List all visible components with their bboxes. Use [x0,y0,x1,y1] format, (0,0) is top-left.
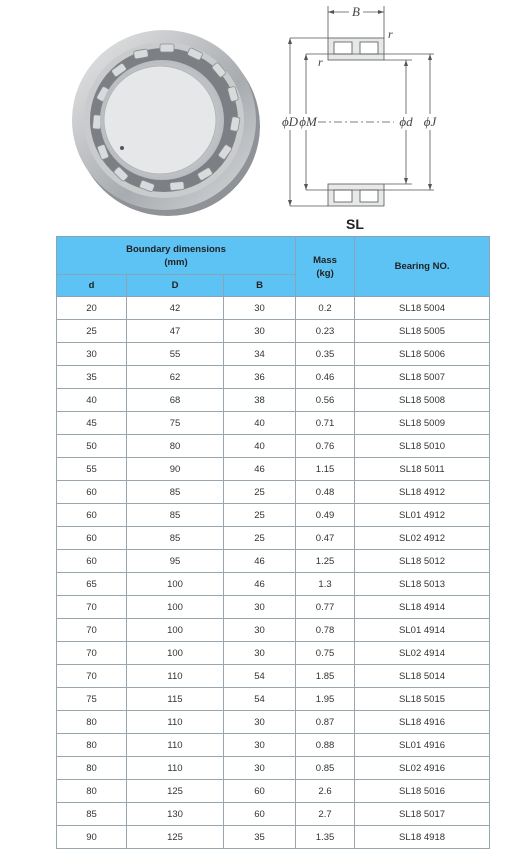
table-row [57,504,490,527]
table-row [57,389,490,412]
cell-bearing-no: SL18 5010 [355,435,490,458]
cell-b: 35 [224,826,296,849]
label-chamfer-outer: r [388,27,393,41]
product-figure [0,0,515,236]
cell-mass: 0.75 [296,642,355,665]
cell-mass: 0.49 [296,504,355,527]
table-row [57,734,490,757]
cell-d: 80 [57,734,127,757]
table-row [57,642,490,665]
cell-b: 46 [224,573,296,596]
table-row [57,573,490,596]
cell-bearing-no: SL01 4916 [355,734,490,757]
table-row [57,550,490,573]
table-row [57,757,490,780]
cell-d: 80 [57,780,127,803]
table-row [57,297,490,320]
cell-b: 30 [224,757,296,780]
cell-bearing-no: SL02 4912 [355,527,490,550]
cell-b: 54 [224,665,296,688]
cell-mass: 2.7 [296,803,355,826]
cell-outer-d: 85 [127,481,224,504]
table-row [57,665,490,688]
cell-bearing-no: SL01 4912 [355,504,490,527]
cell-bearing-no: SL01 4914 [355,619,490,642]
cell-bearing-no: SL18 5011 [355,458,490,481]
cell-bearing-no: SL18 5005 [355,320,490,343]
cell-d: 70 [57,665,127,688]
cell-outer-d: 85 [127,504,224,527]
cell-mass: 1.95 [296,688,355,711]
cell-bearing-no: SL18 5008 [355,389,490,412]
cell-bearing-no: SL18 4918 [355,826,490,849]
specification-table [56,236,490,849]
cell-d: 50 [57,435,127,458]
header-mass-unit: (kg) [316,267,334,279]
cell-mass: 0.77 [296,596,355,619]
cell-mass: 0.2 [296,297,355,320]
label-outer-diameter: ϕD [281,114,299,129]
cell-bearing-no: SL18 5017 [355,803,490,826]
table-row [57,803,490,826]
cell-outer-d: 90 [127,458,224,481]
cell-mass: 1.85 [296,665,355,688]
cell-d: 20 [57,297,127,320]
cell-d: 80 [57,711,127,734]
cell-outer-d: 68 [127,389,224,412]
header-boundary-unit: (mm) [164,256,188,268]
cell-outer-d: 80 [127,435,224,458]
cell-bearing-no: SL18 4914 [355,596,490,619]
cell-mass: 0.48 [296,481,355,504]
cell-mass: 1.35 [296,826,355,849]
table-row [57,343,490,366]
cell-d: 35 [57,366,127,389]
cell-d: 45 [57,412,127,435]
cell-mass: 0.35 [296,343,355,366]
cell-outer-d: 85 [127,527,224,550]
cell-bearing-no: SL18 5007 [355,366,490,389]
table-header-row [57,237,490,275]
cell-outer-d: 100 [127,642,224,665]
cell-mass: 0.85 [296,757,355,780]
cell-mass: 0.23 [296,320,355,343]
cell-outer-d: 42 [127,297,224,320]
cross-section-drawing [268,0,498,216]
cell-b: 54 [224,688,296,711]
cell-bearing-no: SL02 4916 [355,757,490,780]
cell-d: 70 [57,619,127,642]
cell-d: 65 [57,573,127,596]
cell-outer-d: 115 [127,688,224,711]
table-row [57,826,490,849]
cell-mass: 0.56 [296,389,355,412]
cell-b: 46 [224,550,296,573]
cell-outer-d: 95 [127,550,224,573]
label-chamfer-inner: r [318,55,323,69]
cell-b: 25 [224,527,296,550]
table-row [57,320,490,343]
header-boundary-dimensions [57,237,296,275]
cell-mass: 0.76 [296,435,355,458]
cell-bearing-no: SL18 5014 [355,665,490,688]
figure-caption: SL [346,216,364,232]
cell-d: 75 [57,688,127,711]
header-d: d [57,275,127,297]
cell-mass: 2.6 [296,780,355,803]
cell-bearing-no: SL18 5013 [355,573,490,596]
cell-mass: 0.87 [296,711,355,734]
cell-outer-d: 100 [127,619,224,642]
table-row [57,366,490,389]
cell-b: 25 [224,481,296,504]
table-row [57,619,490,642]
cell-bearing-no: SL18 5012 [355,550,490,573]
table-row [57,780,490,803]
cell-outer-d: 100 [127,573,224,596]
table-row [57,688,490,711]
cell-b: 40 [224,412,296,435]
cell-d: 85 [57,803,127,826]
cell-d: 40 [57,389,127,412]
cell-d: 90 [57,826,127,849]
header-outer-d: D [127,275,224,297]
cell-b: 36 [224,366,296,389]
cell-d: 25 [57,320,127,343]
cell-bearing-no: SL18 5016 [355,780,490,803]
table-row [57,527,490,550]
table-row [57,412,490,435]
cell-bearing-no: SL18 4912 [355,481,490,504]
cell-b: 40 [224,435,296,458]
table-row [57,458,490,481]
table-row [57,596,490,619]
cell-b: 34 [224,343,296,366]
label-width-b: B [352,4,360,19]
cell-outer-d: 55 [127,343,224,366]
header-mass-title: Mass [313,254,337,266]
cell-bearing-no: SL18 5009 [355,412,490,435]
cell-b: 30 [224,297,296,320]
cell-b: 30 [224,596,296,619]
cell-outer-d: 110 [127,757,224,780]
cell-outer-d: 62 [127,366,224,389]
cell-d: 30 [57,343,127,366]
cell-bearing-no: SL02 4914 [355,642,490,665]
cell-b: 30 [224,619,296,642]
table-row [57,435,490,458]
cell-b: 38 [224,389,296,412]
cell-b: 30 [224,734,296,757]
cell-bearing-no: SL18 5015 [355,688,490,711]
header-mass [296,237,355,297]
header-boundary-title: Boundary dimensions [126,243,226,255]
cell-b: 46 [224,458,296,481]
cell-outer-d: 110 [127,665,224,688]
cell-b: 30 [224,642,296,665]
cell-outer-d: 75 [127,412,224,435]
cell-b: 60 [224,803,296,826]
cell-d: 70 [57,642,127,665]
cell-outer-d: 100 [127,596,224,619]
cell-outer-d: 125 [127,780,224,803]
table-row [57,481,490,504]
cell-bearing-no: SL18 5006 [355,343,490,366]
cell-mass: 1.25 [296,550,355,573]
cell-outer-d: 125 [127,826,224,849]
cell-d: 60 [57,481,127,504]
cell-b: 25 [224,504,296,527]
cell-d: 60 [57,504,127,527]
header-b: B [224,275,296,297]
label-outer-raceway: ϕM [299,114,317,129]
cell-d: 60 [57,550,127,573]
header-bearing-no: Bearing NO. [355,237,490,297]
cell-d: 80 [57,757,127,780]
cell-bearing-no: SL18 5004 [355,297,490,320]
label-bore: ϕd [399,114,413,129]
cell-b: 30 [224,711,296,734]
cell-d: 60 [57,527,127,550]
cell-d: 55 [57,458,127,481]
cell-mass: 0.46 [296,366,355,389]
cell-mass: 0.88 [296,734,355,757]
cell-outer-d: 110 [127,711,224,734]
cell-bearing-no: SL18 4916 [355,711,490,734]
cell-mass: 1.3 [296,573,355,596]
label-inner-raceway: ϕJ [423,114,437,129]
cell-mass: 1.15 [296,458,355,481]
cell-mass: 0.71 [296,412,355,435]
cell-mass: 0.47 [296,527,355,550]
table-row [57,711,490,734]
cell-outer-d: 47 [127,320,224,343]
cell-b: 60 [224,780,296,803]
cell-outer-d: 130 [127,803,224,826]
cell-outer-d: 110 [127,734,224,757]
cell-d: 70 [57,596,127,619]
cell-b: 30 [224,320,296,343]
cell-mass: 0.78 [296,619,355,642]
bearing-photo [64,20,264,220]
